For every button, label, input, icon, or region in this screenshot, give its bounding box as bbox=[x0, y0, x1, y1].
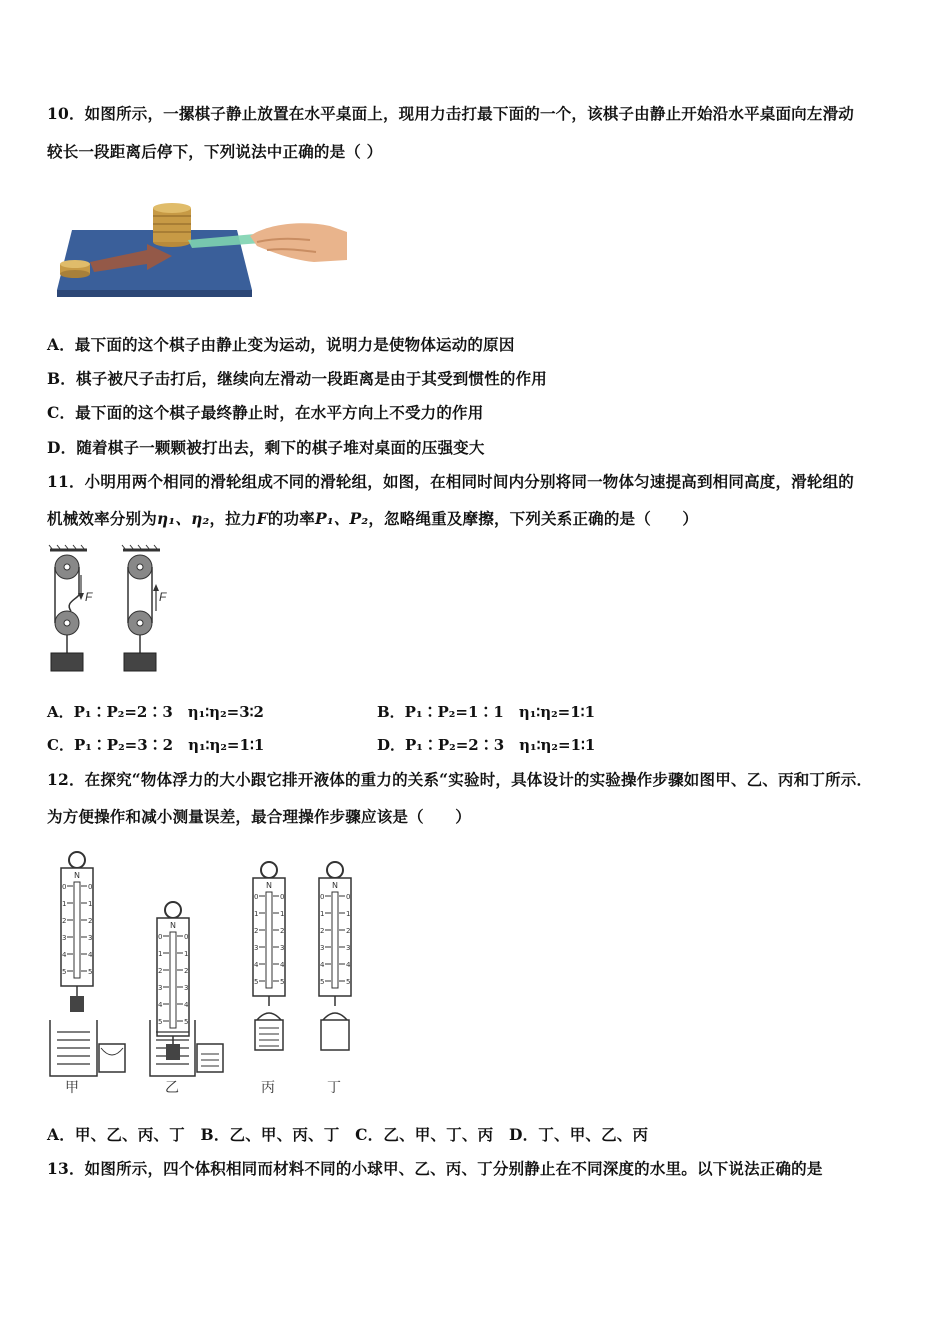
force-label-left: F bbox=[85, 590, 93, 604]
spring-scale-bing bbox=[253, 862, 285, 1006]
q11-option-a: A．P₁∶P₂=2∶3 η₁∶η₂=3∶2 bbox=[47, 703, 264, 721]
q11-stem-text-c: 的功率 bbox=[267, 509, 315, 528]
pulley-system-left bbox=[49, 545, 93, 671]
spring-scale-yi bbox=[157, 902, 189, 1046]
bucket-ding bbox=[321, 1013, 349, 1050]
q11-option-b: B．P₁∶P₂=1∶1 η₁∶η₂=1∶1 bbox=[377, 703, 596, 721]
spring-scale-jia bbox=[61, 852, 93, 1012]
label-bing: 丙 bbox=[261, 1080, 275, 1096]
force-label-right: F bbox=[159, 590, 167, 604]
q10-stem-line1: 10．如图所示，一摞棋子静止放置在水平桌面上，现用力击打最下面的一个，该棋子由静止开始沿水平桌面向左滑动 bbox=[47, 104, 854, 123]
q11-stem-line2 bbox=[47, 507, 698, 529]
label-jia: 甲 bbox=[65, 1080, 79, 1096]
q10-option-d: D．随着棋子一颗颗被打出去，剩下的棋子堆对桌面的压强变大 bbox=[47, 438, 485, 457]
hit-checker bbox=[60, 260, 90, 278]
q11-stem-text-d: ，忽略绳重及摩擦，下列关系正确的是（ ） bbox=[368, 509, 699, 528]
scale-unit-bing: N bbox=[266, 881, 272, 890]
q11-power-symbols: P₁、P₂ bbox=[314, 509, 369, 528]
hand bbox=[250, 223, 347, 262]
spring-scale-ding bbox=[319, 862, 351, 1006]
pulley-system-right bbox=[122, 545, 167, 671]
label-ding: 丁 bbox=[327, 1080, 341, 1096]
q11-stem-text-a: 机械效率分别为 bbox=[47, 509, 157, 528]
q12-figure-spring-scales: 0 0 1 1 2 2 3 3 4 4 5 5 N 甲 N 乙 N 丙 N 丁 bbox=[45, 848, 365, 1098]
beaker-jia bbox=[50, 1020, 125, 1076]
table-edge bbox=[57, 290, 252, 297]
q10-figure-checkers-on-table bbox=[52, 190, 352, 305]
q10-option-b: B．棋子被尺子击打后，继续向左滑动一段距离是由于其受到惯性的作用 bbox=[47, 369, 548, 388]
q10-option-c: C．最下面的这个棋子最终静止时，在水平方向上不受力的作用 bbox=[47, 403, 484, 422]
label-yi: 乙 bbox=[165, 1080, 179, 1096]
q10-stem-line2: 较长一段距离后停下，下列说法中正确的是（ ） bbox=[47, 142, 383, 161]
scale-unit-ding: N bbox=[332, 881, 338, 890]
q12-options: A．甲、乙、丙、丁 B．乙、甲、丙、丁 C．乙、甲、丁、丙 D．丁、甲、乙、丙 bbox=[47, 1125, 649, 1144]
q11-figure-pulley-systems bbox=[45, 545, 185, 675]
q11-force-symbol: F bbox=[256, 509, 268, 528]
bucket-bing bbox=[255, 1013, 283, 1050]
q10-option-a: A．最下面的这个棋子由静止变为运动，说明力是使物体运动的原因 bbox=[47, 335, 515, 354]
scale-unit-yi: N bbox=[170, 921, 176, 930]
q12-stem-line2: 为方便操作和减小测量误差，最合理操作步骤应该是（ ） bbox=[47, 807, 471, 826]
q11-option-c: C．P₁∶P₂=3∶2 η₁∶η₂=1∶1 bbox=[47, 736, 265, 754]
q11-stem-line1: 11．小明用两个相同的滑轮组成不同的滑轮组，如图，在相同时间内分别将同一物体匀速提高到相同高度，滑轮组的 bbox=[47, 472, 854, 491]
checker-stack bbox=[153, 203, 191, 247]
q11-eta-symbols: η₁、η₂ bbox=[156, 509, 210, 528]
scale-unit-jia: N bbox=[74, 871, 80, 880]
q11-option-d: D．P₁∶P₂=2∶3 η₁∶η₂=1∶1 bbox=[377, 736, 596, 754]
q12-stem-line1: 12．在探究“物体浮力的大小跟它排开液体的重力的关系“实验时，具体设计的实验操作步骤如图甲、乙、丙和丁所示． bbox=[47, 770, 873, 789]
q11-stem-text-b: ，拉力 bbox=[209, 509, 257, 528]
q13-stem-line1: 13．如图所示，四个体积相同而材料不同的小球甲、乙、丙、丁分别静止在不同深度的水里。以下说法正确的是 bbox=[47, 1159, 823, 1178]
